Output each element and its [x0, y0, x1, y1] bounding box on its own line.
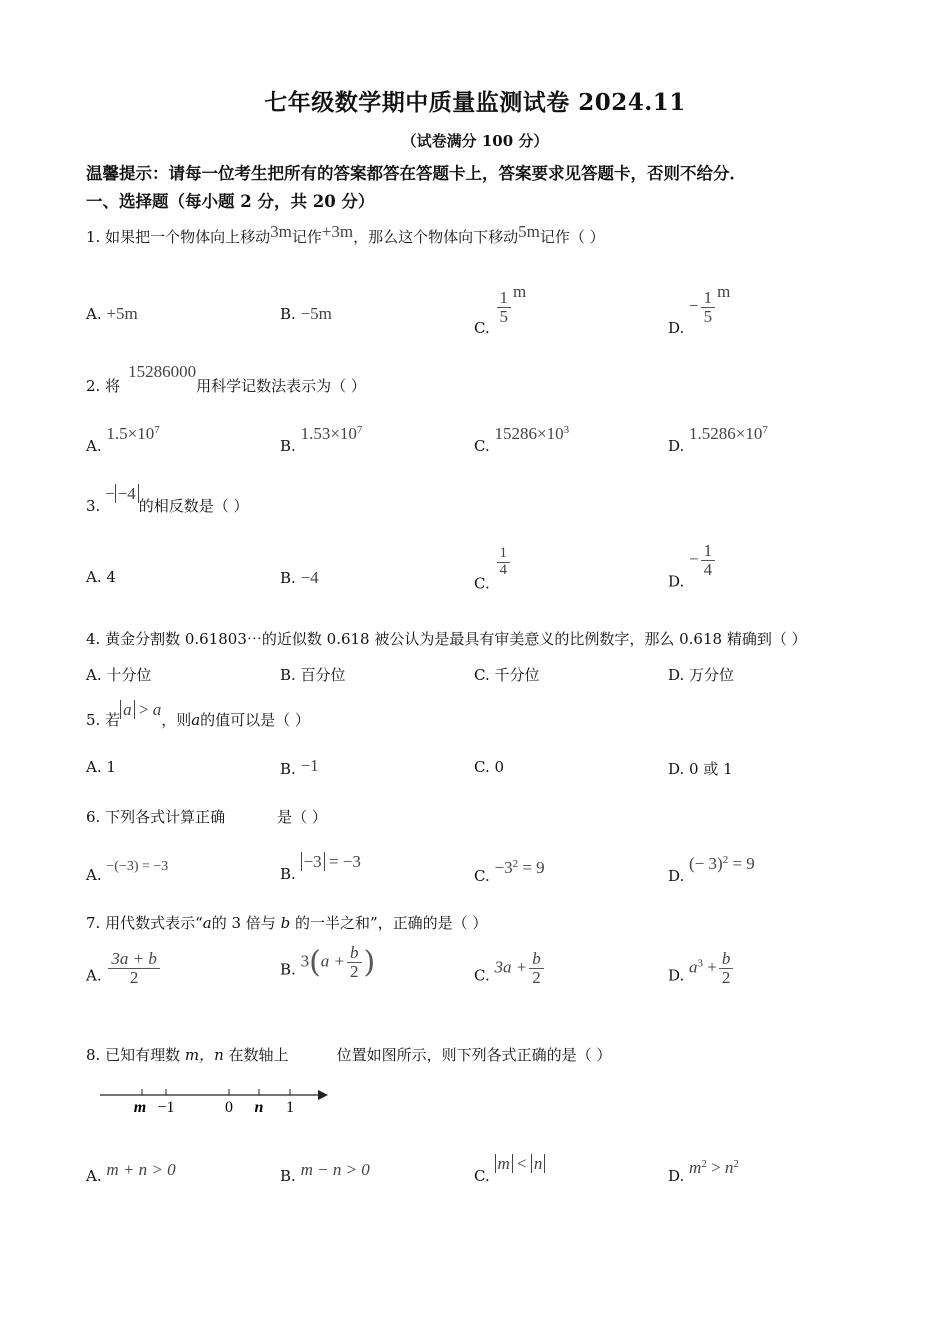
q1-math-plus3m: +3m	[321, 222, 354, 241]
q7-option-d[interactable]: D. $a^3$ + $\frac{b}{2}$	[668, 950, 735, 987]
q4-option-c[interactable]: C. 千分位	[474, 666, 540, 684]
q5-option-c[interactable]: C. 0	[474, 758, 505, 776]
q1-math-5m: 5m	[518, 222, 540, 241]
q8-option-b[interactable]: B. m − n > 0	[280, 1160, 370, 1185]
q5-abs-a: a	[120, 700, 135, 719]
number-line-arrow	[318, 1090, 328, 1100]
q1-math-3m: 3m	[270, 222, 292, 241]
q2-option-c[interactable]: C. $15286\times 10^3$	[474, 424, 570, 455]
label-m: m	[133, 1099, 147, 1116]
q6-option-b[interactable]: B. −3 = −3	[280, 852, 361, 883]
question-6: 6. 下列各式计算正确 是（ ）	[86, 808, 327, 826]
q2-option-b[interactable]: B. $1.53\times 10^7$	[280, 424, 363, 455]
q1-option-c[interactable]: C. $\frac{1}{5}$ m	[474, 282, 527, 337]
q3-option-d[interactable]: D. − $\frac{1}{4}$	[668, 542, 717, 590]
q4-option-a[interactable]: A. 十分位	[86, 666, 152, 684]
question-3: 3. − −4的相反数是（ ）	[86, 484, 249, 515]
label-n: n	[254, 1099, 264, 1116]
exam-tip: 温馨提示：请每一位考生把所有的答案都答在答题卡上，答案要求见答题卡，否则不给分．	[86, 164, 746, 183]
question-8: 8. 已知有理数 m，n 在数轴上 位置如图所示，则下列各式正确的是（ ）	[86, 1046, 612, 1064]
q1-text-post: 记作（ ）	[539, 228, 605, 246]
question-7: 7. 用代数式表示“a的 3 倍与 b 的一半之和”，正确的是（ ）	[86, 914, 488, 932]
q2-option-a[interactable]: A. $1.5\times 10^7$	[86, 424, 160, 455]
q8-option-d[interactable]: D. $m^2 > n^2$	[668, 1158, 739, 1185]
q6-option-a[interactable]: A. −(−3) = −3	[86, 859, 169, 884]
page-title: 七年级数学期中质量监测试卷 2024.11	[264, 89, 686, 116]
q3-option-c[interactable]: C. $\frac{1}{4}$	[474, 546, 512, 592]
question-5: 5. 若a > a，则a的值可以是（ ）	[86, 700, 310, 729]
q5-option-d[interactable]: D. 0 或 1	[668, 760, 733, 778]
label-1: 1	[286, 1099, 294, 1116]
q2-number: 15286000	[128, 362, 197, 381]
label-neg1: −1	[157, 1099, 175, 1116]
q1-option-b[interactable]: B. −5m	[280, 304, 332, 323]
q1-text-mid2: ，那么这个物体向下移动	[353, 228, 519, 246]
q6-option-c[interactable]: C. $-3^2 = 9$	[474, 858, 545, 885]
q7-option-b[interactable]: B. 3(a + $\frac{b}{2}$ )	[280, 943, 376, 981]
q7-option-a[interactable]: A. $\frac{3a + b}{2}$	[86, 950, 162, 987]
q6-option-d[interactable]: D. (− 3)$^2$ = 9	[668, 854, 755, 885]
q1-text-mid1: 记作	[291, 228, 322, 246]
q4-option-d[interactable]: D. 万分位	[668, 666, 735, 684]
question-1	[86, 222, 605, 247]
q3-abs-expression: −4	[115, 484, 139, 503]
q1-option-d[interactable]: D. − $\frac{1}{5}$ m	[668, 282, 731, 337]
q8-option-c[interactable]: C. m < n	[474, 1154, 545, 1185]
q7-option-c[interactable]: C. 3a + $\frac{b}{2}$	[474, 950, 546, 987]
section-heading: 一、选择题（每小题 2 分，共 20 分）	[86, 192, 375, 211]
q3-option-b[interactable]: B. −4	[280, 568, 319, 587]
q8-option-a[interactable]: A. m + n > 0	[86, 1160, 176, 1185]
page-subtitle: （试卷满分 100 分）	[401, 132, 549, 150]
q5-option-a[interactable]: A. 1	[86, 758, 116, 776]
q3-option-a[interactable]: A. 4	[86, 568, 116, 586]
question-1-text: 1. 如果把一个物体向上移动	[86, 228, 271, 246]
q2-option-d[interactable]: D. $1.5286\times 10^7$	[668, 424, 768, 455]
label-0: 0	[225, 1099, 233, 1116]
number-line	[98, 1082, 338, 1116]
q4-option-b[interactable]: B. 百分位	[280, 666, 346, 684]
q5-option-b[interactable]: B. −1	[280, 756, 319, 778]
question-2: 2. 将15286000用科学记数法表示为（ ）	[86, 362, 366, 395]
question-4: 4. 黄金分割数 0.61803⋯的近似数 0.618 被公认为是最具有审美意义的比例数字，那么 0.618 精确到（ ）	[86, 630, 807, 648]
q1-option-a[interactable]: A. +5m	[86, 304, 138, 323]
